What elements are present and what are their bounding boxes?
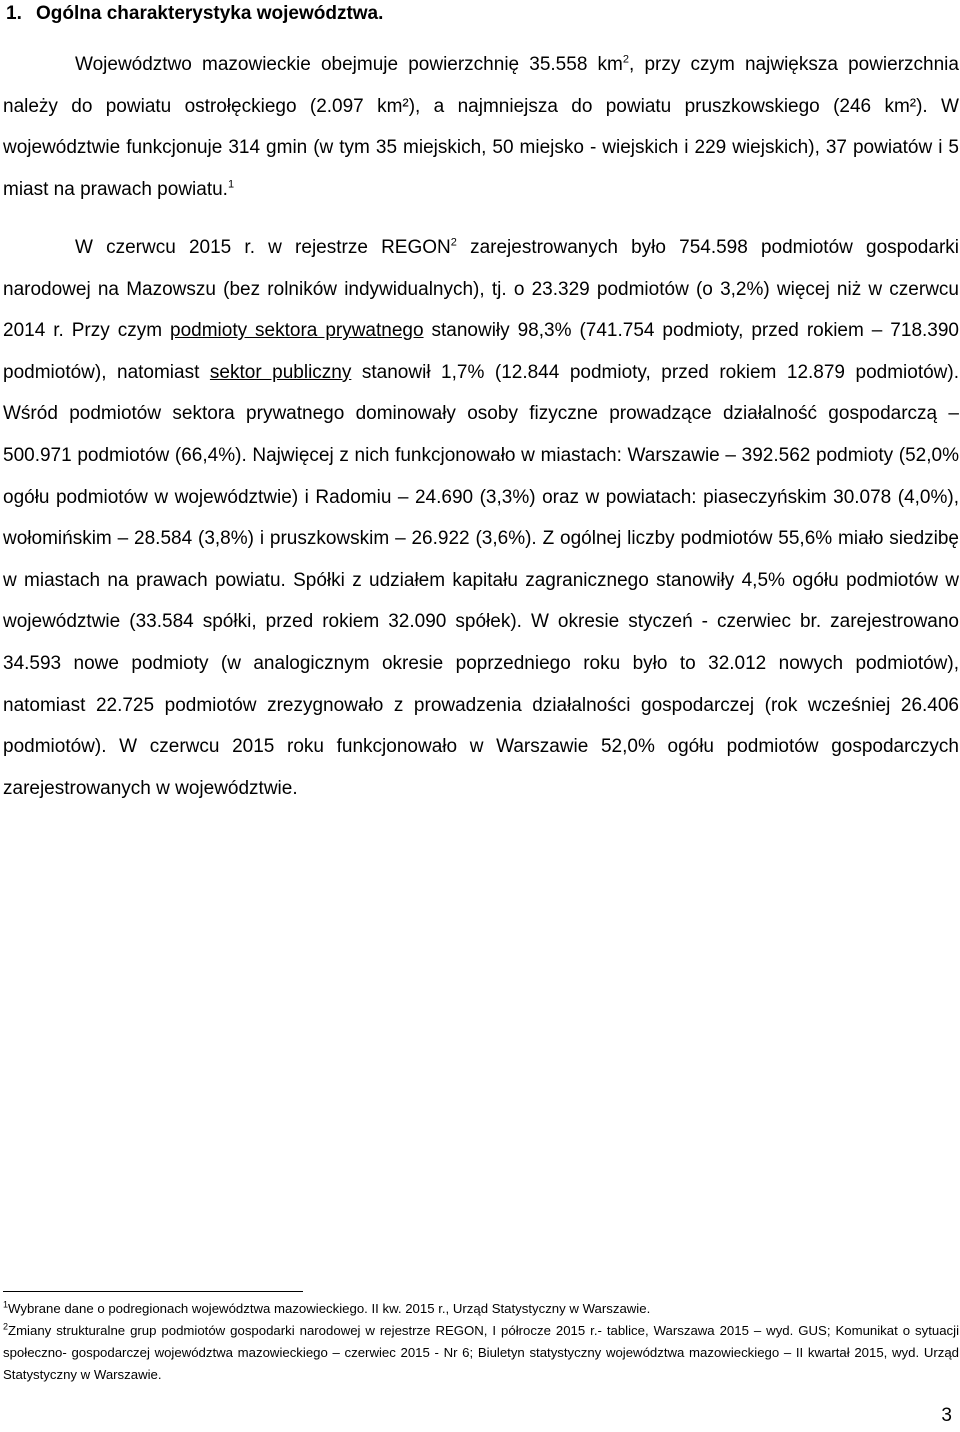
paragraph-area-text-1: Województwo mazowieckie obejmuje powierzchnię 35.558 km xyxy=(75,54,623,75)
footnote-marker: 2 xyxy=(3,1321,9,1332)
underlined-private-sector: podmioty sektora prywatnego xyxy=(170,320,424,342)
paragraph-regon-text-4: stanowił 1,7% (12.844 podmioty, przed rokiem 12.879 podmiotów). Wśród podmiotów sektora prywatnego dominowały osoby fizyczne prowadzące działalność gospodarczą – 500.971 podmiotów (66,4%). Najwięcej z nich funkcjonowało w miastach: Warszawie – 392.562 podmioty (52,0% ogółu podmiotów w województwie) i Radomiu – 24.690 (3,3%) oraz w powiatach: piaseczyńskim 30.078 (4,0%), wołomińskim – 28.584 (3,8%) i pruszkowskim – 26.922 (3,6%). Z ogólnej liczby podmiotów 55,6% miało siedzibę w miastach na prawach powiatu. Spółki z udziałem kapitału zagranicznego stanowiły 4,5% ogółu podmiotów w województwie (33.584 spółki, przed rokiem 32.090 spółek). W okresie styczeń - czerwiec br. zarejestrowano 34.593 nowe podmioty (w analogicznym okresie poprzedniego roku było to 32.012 nowych podmiotów), natomiast 22.725 podmiotów zrezygnowało z prowadzenia działalności gospodarczej (rok wcześniej 26.406 podmiotów). W czerwcu 2015 roku funkcjonowało w Warszawie 52,0% ogółu podmiotów gospodarczych zarejestrowanych w województwie. xyxy=(3,361,959,799)
footnote-2 xyxy=(3,1320,959,1386)
footnote-ref-2[interactable]: 2 xyxy=(450,236,457,249)
paragraph-area-text-2: , przy czym największa powierzchnia należy do powiatu ostrołęckiego (2.097 km²), a najmniejsza do powiatu pruszkowskiego (246 km²). W województwie funkcjonuje 314 gmin (w tym 35 miejskich, 50 miejsko - wiejskich i 229 wiejskich), 37 powiatów i 5 miast na prawach powiatu. xyxy=(3,54,959,200)
footnote-text: Wybrane dane o podregionach województwa mazowieckiego. II kw. 2015 r., Urząd Statystyczny w Warszawie. xyxy=(8,1301,651,1316)
footnote-1 xyxy=(3,1298,959,1320)
section-heading xyxy=(6,2,383,26)
footnote-marker: 1 xyxy=(3,1299,9,1310)
paragraph-regon-text-2: zarejestrowanych było 754.598 podmiotów gospodarki narodowej na Mazowszu (bez rolników indywidualnych), tj. o 23.329 podmiotów (o 3,2%) więcej niż w czerwcu 2014 r. Przy czym xyxy=(3,237,959,342)
footnote-separator xyxy=(3,1291,303,1292)
footnote-ref-1[interactable]: 1 xyxy=(227,178,235,191)
page-number: 3 xyxy=(941,1405,952,1426)
paragraph-regon-text-3: stanowiły 98,3% (741.754 podmioty, przed rokiem – 718.390 podmiotów), natomiast xyxy=(3,320,959,383)
paragraph-regon-text-1: W czerwcu 2015 r. w rejestrze REGON xyxy=(75,237,451,258)
footnote-text: Zmiany strukturalne grup podmiotów gospodarki narodowej w rejestrze REGON, I półrocze 2015 r.- tablice, Warszawa 2015 – wyd. GUS; Komunikat o sytuacji społeczno- gospodarczej województwa mazowieckiego – czerwiec 2015 - Nr 6; Biuletyn statystyczny województwa mazowieckiego – II kwartał 2015, wyd. Urząd Statystyczny w Warszawie. xyxy=(3,1323,959,1382)
underlined-public-sector: sektor publiczny xyxy=(209,361,352,383)
footnotes xyxy=(3,1298,959,1386)
superscript-squared: 2 xyxy=(622,53,629,66)
section-title: Ogólna charakterystyka województwa. xyxy=(36,3,384,24)
section-number: 1. xyxy=(6,3,22,24)
paragraph-regon xyxy=(3,227,959,809)
paragraph-area xyxy=(3,44,959,210)
